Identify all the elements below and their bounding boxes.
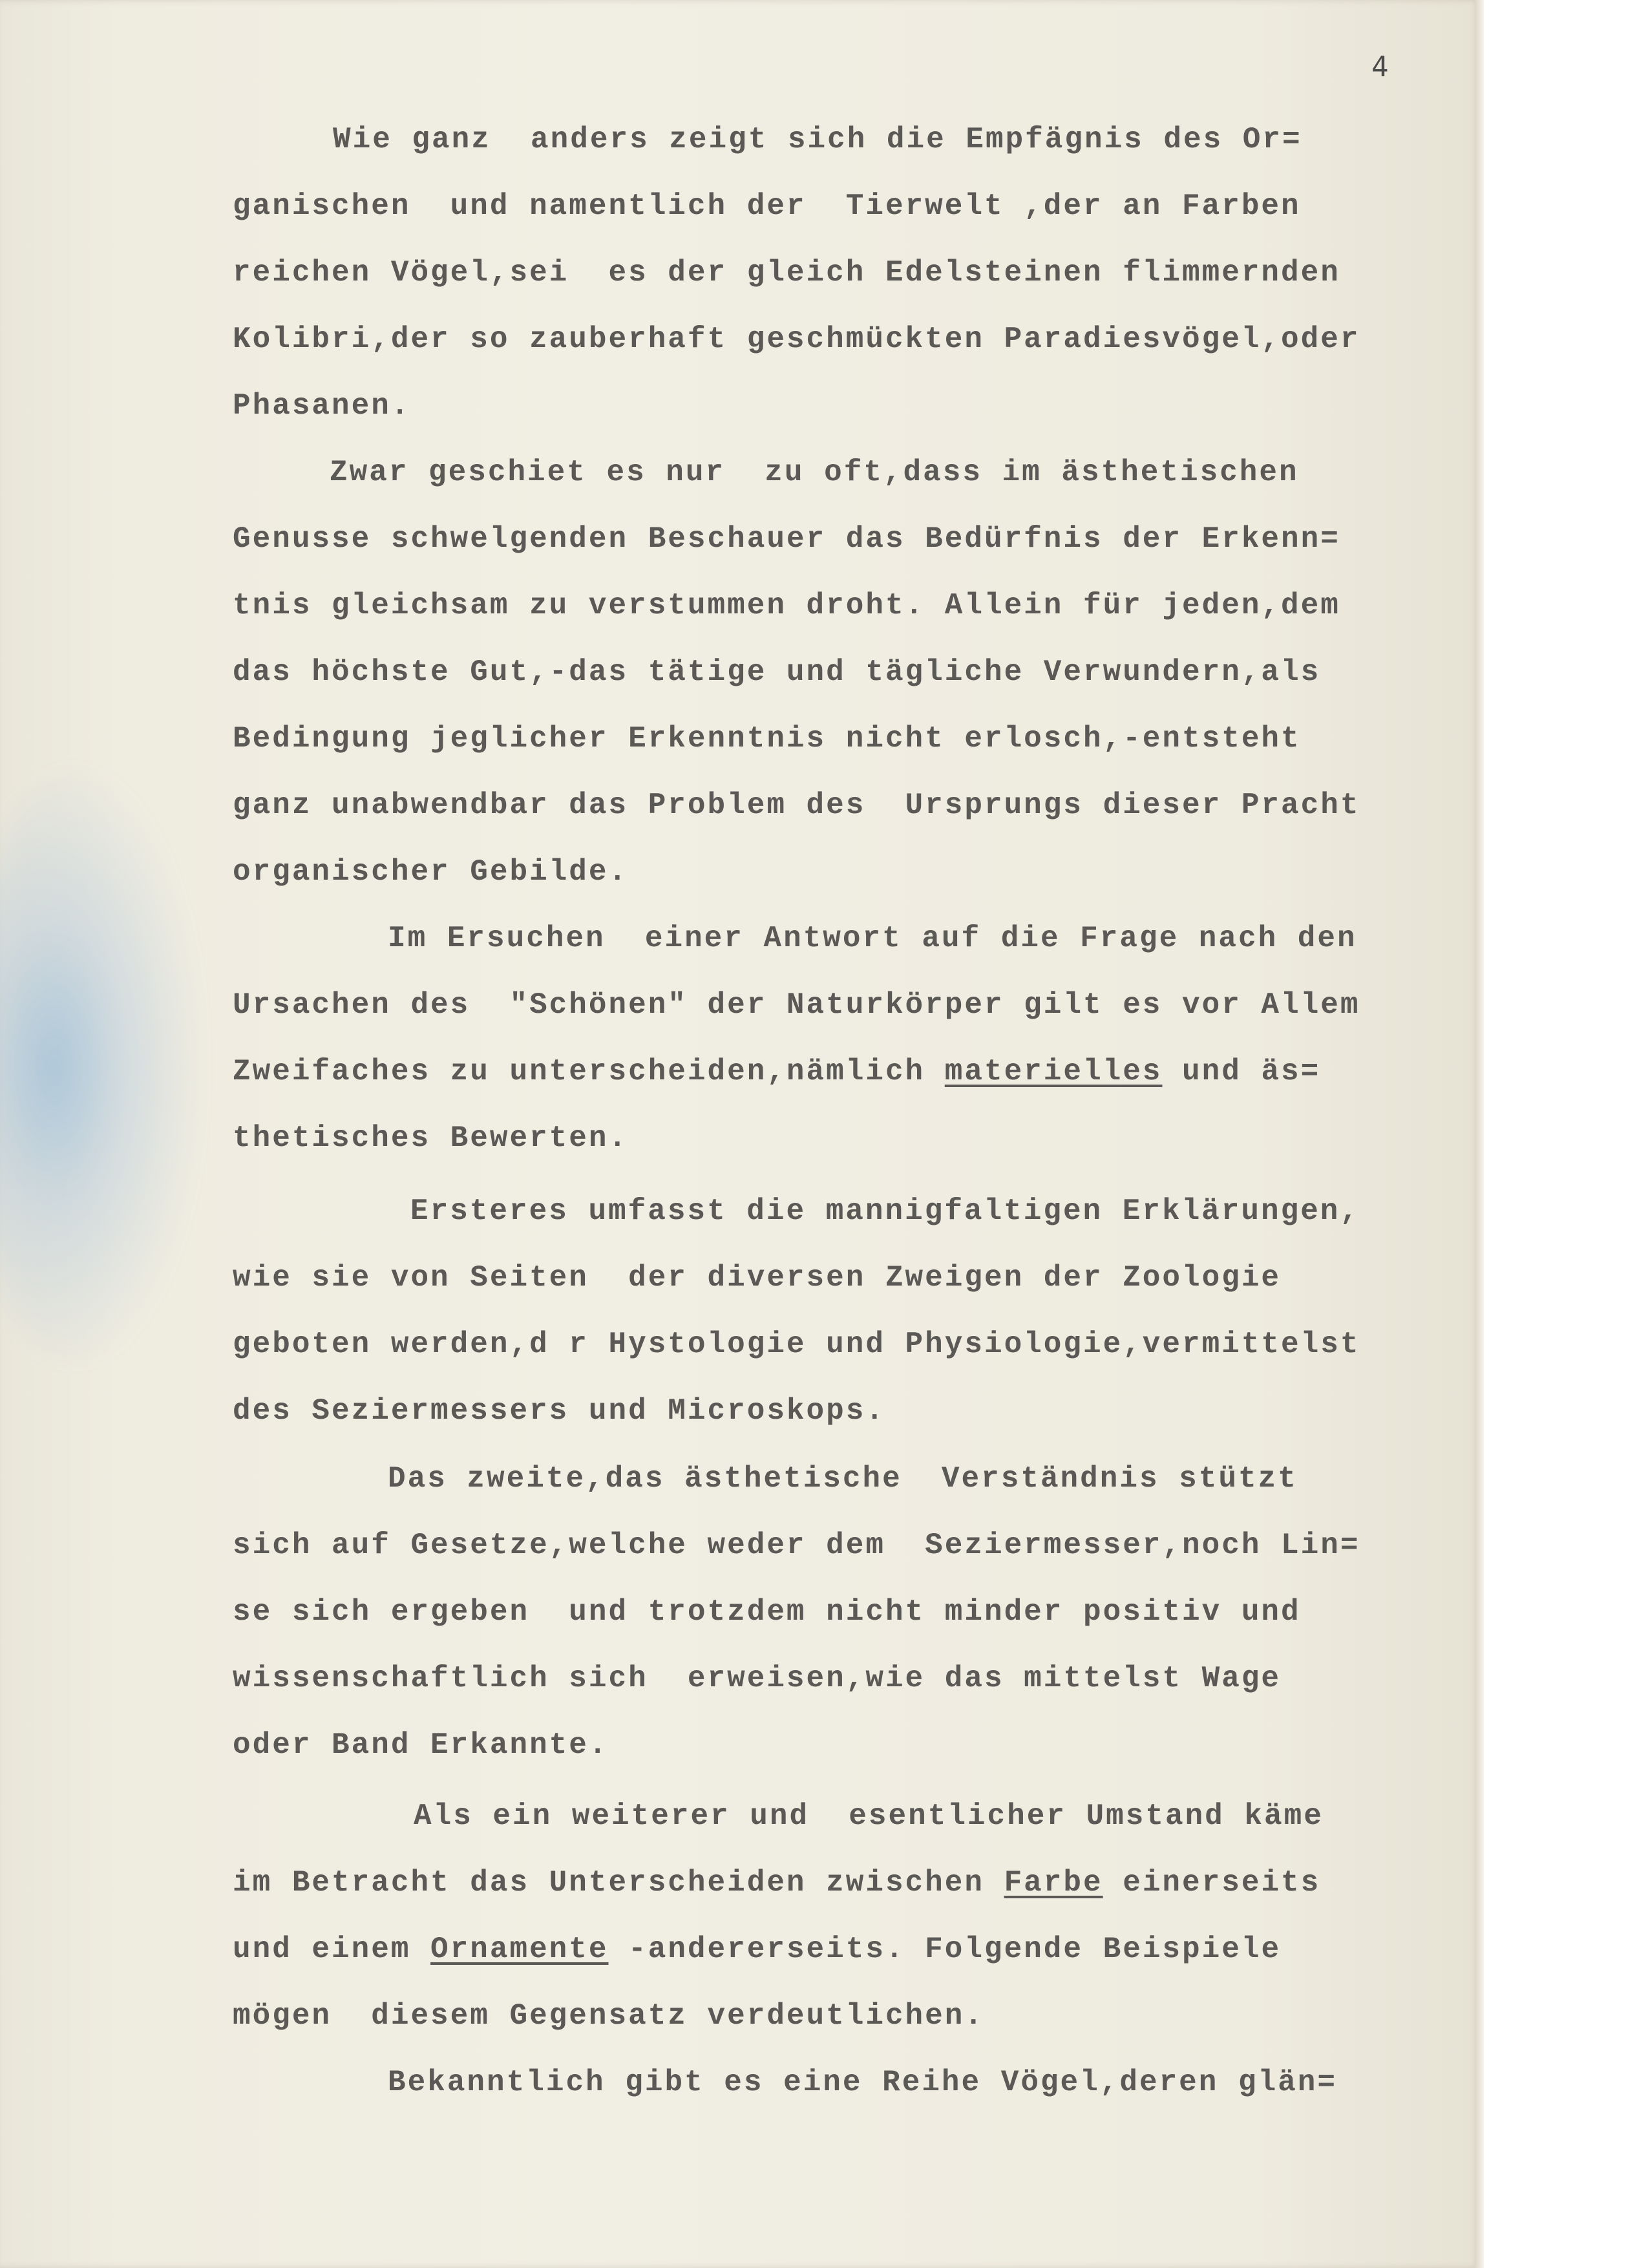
text-line-20: des Seziermessers und Microskops. xyxy=(233,1394,885,1428)
text-line-3: reichen Vögel,sei es der gleich Edelsteinen flimmernden xyxy=(233,256,1340,290)
paper-edge xyxy=(1475,0,1484,2268)
text-line-24: wissenschaftlich sich erweisen,wie das mittelst Wage xyxy=(233,1662,1282,1695)
text-line-4: Kolibri,der so zauberhaft geschmückten Paradiesvögel,oder xyxy=(233,323,1360,356)
text-line-12: organischer Gebilde. xyxy=(233,855,629,889)
text-line-25: oder Band Erkannte. xyxy=(233,1728,609,1762)
text-line-27: im Betracht das Unterscheiden zwischen Farbe einerseits xyxy=(233,1866,1321,1900)
text-line-6: Zwar geschiet es nur zu oft,dass im ästhetischen xyxy=(330,456,1299,489)
text-line-5: Phasanen. xyxy=(233,389,411,423)
text-line-29: mögen diesem Gegensatz verdeutlichen. xyxy=(233,1999,984,2033)
underlined-word-materielles: materielles xyxy=(944,1055,1163,1088)
text-line-22: sich auf Gesetze,welche weder dem Seziermesser,noch Lin= xyxy=(233,1529,1360,1562)
text-line-18: wie sie von Seiten der diversen Zweigen der Zoologie xyxy=(233,1261,1282,1295)
text-line-23: se sich ergeben und trotzdem nicht minder positiv und xyxy=(233,1595,1301,1629)
underlined-word-ornamente: Ornamente xyxy=(430,1933,609,1966)
text-line-16: thetisches Bewerten. xyxy=(233,1121,629,1155)
text-line-15: Zweifaches zu unterscheiden,nämlich materielles und äs= xyxy=(233,1055,1321,1088)
page-number: 4 xyxy=(1371,50,1389,83)
text-line-28: und einem Ornamente -andererseits. Folgende Beispiele xyxy=(233,1933,1282,1966)
text-line-26: Als ein weiterer und esentlicher Umstand käme xyxy=(414,1799,1324,1833)
text-line-19: geboten werden,d r Hystologie und Physiologie,vermittelst xyxy=(233,1328,1360,1361)
text-line-17: Ersteres umfasst die mannigfaltigen Erklärungen, xyxy=(410,1194,1360,1228)
text-line-30: Bekanntlich gibt es eine Reihe Vögel,deren glän= xyxy=(388,2066,1338,2099)
text-line-21: Das zweite,das ästhetische Verständnis stützt xyxy=(388,1462,1298,1496)
text-line-11: ganz unabwendbar das Problem des Ursprungs dieser Pracht xyxy=(233,789,1360,822)
text-line-8: tnis gleichsam zu verstummen droht. Allein für jeden,dem xyxy=(233,589,1340,622)
text-line-14: Ursachen des "Schönen" der Naturkörper gilt es vor Allem xyxy=(233,988,1360,1022)
underlined-word-farbe: Farbe xyxy=(1004,1866,1103,1900)
text-line-10: Bedingung jeglicher Erkenntnis nicht erlosch,-entsteht xyxy=(233,722,1301,756)
text-line-13: Im Ersuchen einer Antwort auf die Frage nach den xyxy=(388,922,1357,955)
text-line-9: das höchste Gut,-das tätige und tägliche Verwundern,als xyxy=(233,655,1321,689)
blue-stain xyxy=(0,776,194,1357)
text-line-2: ganischen und namentlich der Tierwelt ,der an Farben xyxy=(233,189,1301,223)
text-line-1: Wie ganz anders zeigt sich die Empfägnis des Or= xyxy=(333,123,1302,156)
text-line-7: Genusse schwelgenden Beschauer das Bedürfnis der Erkenn= xyxy=(233,522,1340,556)
